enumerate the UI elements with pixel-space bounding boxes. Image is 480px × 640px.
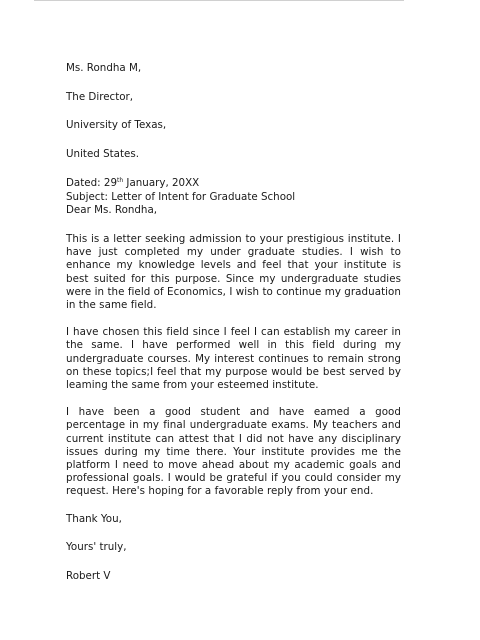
recipient-title: The Director, (66, 90, 134, 103)
date-ordinal: th (117, 177, 124, 185)
recipient-organization: University of Texas, (66, 119, 167, 132)
closing-thanks: Thank You, (66, 512, 122, 525)
body-paragraph-2: I have chosen this field since I feel I can establish my career in the same. I have performed well in this field during my undergraduate courses. My interest continues to remain strong on these topics;I feel that my purpose would be best served by leaming the same from your esteemed institute. (66, 326, 401, 391)
date-suffix: January, 20XX (123, 177, 200, 190)
body-paragraph-1: This is a letter seeking admission to your prestigious institute. I have just completed my under graduate studies. I wish to enhance my knowledge levels and feel that your institute is best suited for this purpose. Since my undergraduate studies were in the field of Economics, I wish to continue my graduation in the same field. (66, 232, 401, 311)
letter-subject: Subject: Letter of Intent for Graduate School (66, 190, 296, 203)
signature-name: Robert V (66, 569, 111, 582)
recipient-name: Ms. Rondha M, (66, 62, 142, 74)
body-paragraph-3: I have been a good student and have eamed a good percentage in my final undergraduate exams. My teachers and current institute can attest that I did not have any disciplinary issues during my time there. Your institute provides me the platform I need to move ahead about my academic goals and professional goals. I would be grateful if you could consider my request. Here's hoping for a favorable reply from your end. (66, 406, 401, 498)
recipient-country: United States. (66, 148, 139, 161)
page-top-rule (34, 0, 404, 1)
date-prefix: Dated: 29 (66, 177, 117, 190)
closing-signoff: Yours' truly, (66, 541, 127, 554)
letter-date (66, 177, 401, 190)
letter-body (66, 62, 401, 583)
salutation: Dear Ms. Rondha, (66, 203, 158, 216)
